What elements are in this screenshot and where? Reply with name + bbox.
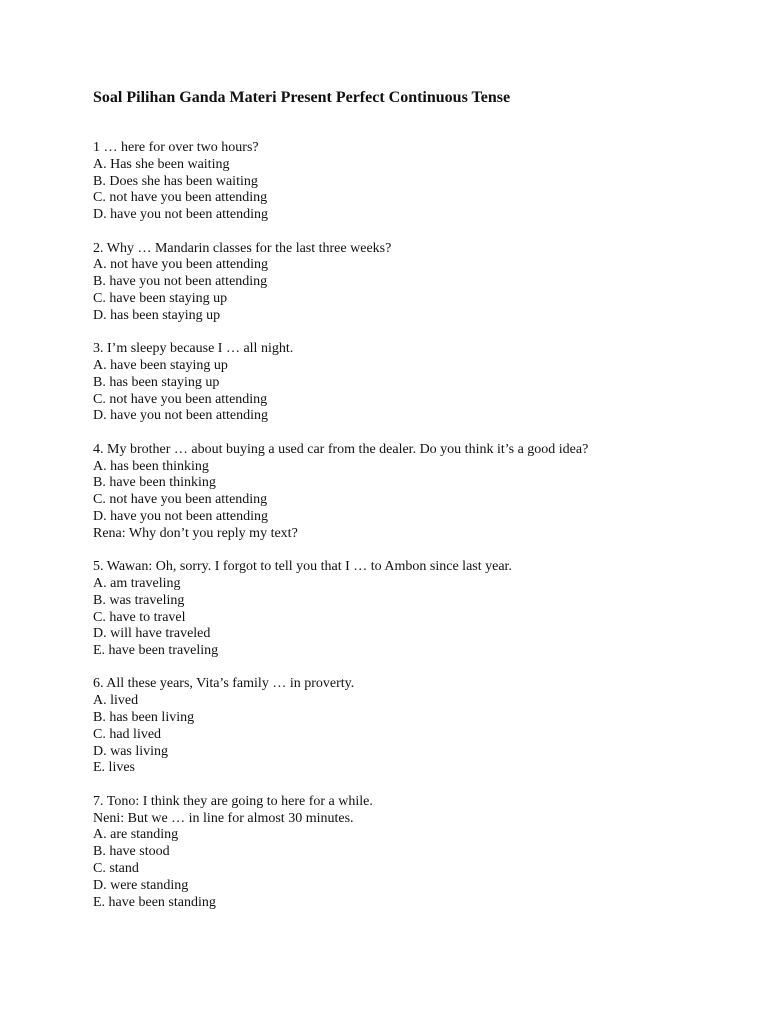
answer-option: A. are standing [93, 827, 179, 843]
question-2 [93, 241, 733, 325]
answer-option: B. was traveling [93, 592, 185, 608]
answer-option: D. will have traveled [93, 626, 211, 642]
answer-option: D. have you not been attending [93, 207, 268, 223]
answer-option: A. has been thinking [93, 458, 209, 474]
answer-option: D. were standing [93, 877, 189, 893]
answer-option: C. stand [93, 861, 139, 877]
answer-option: E. have been standing [93, 894, 216, 910]
question-text: 1 … here for over two hours? [93, 140, 259, 155]
question-4 [93, 442, 733, 543]
answer-option: C. had lived [93, 726, 162, 742]
answer-option: A. Has she been waiting [93, 156, 230, 172]
answer-option: B. have you not been attending [93, 274, 268, 290]
answer-option: E. lives [93, 760, 135, 776]
answer-option: C. have to travel [93, 609, 186, 625]
answer-option: A. am traveling [93, 575, 181, 591]
question-text: 3. I’m sleepy because I … all night. [93, 341, 294, 357]
question-text: 6. All these years, Vita’s family … in proverty. [93, 676, 355, 692]
question-1 [93, 140, 733, 224]
question-5 [93, 559, 733, 660]
question-7 [93, 794, 733, 912]
answer-option: C. not have you been attending [93, 190, 268, 206]
answer-option: A. lived [93, 693, 139, 709]
answer-option: B. have stood [93, 844, 170, 860]
answer-option: D. have you not been attending [93, 408, 268, 424]
question-3 [93, 341, 733, 425]
question-list [93, 140, 733, 928]
answer-option: D. have you not been attending [93, 508, 268, 524]
dialogue-line: Rena: Why don’t you reply my text? [93, 525, 298, 541]
answer-option: E. have been traveling [93, 643, 219, 659]
answer-option: C. have been staying up [93, 290, 228, 306]
answer-option: B. Does she has been waiting [93, 173, 258, 189]
answer-option: D. has been staying up [93, 307, 221, 323]
answer-option: A. not have you been attending [93, 257, 268, 273]
answer-option: B. has been living [93, 710, 195, 726]
question-text: 2. Why … Mandarin classes for the last three weeks? [93, 240, 392, 256]
answer-option: D. was living [93, 743, 169, 759]
answer-option: B. has been staying up [93, 374, 220, 390]
answer-option: A. have been staying up [93, 357, 228, 373]
answer-option: B. have been thinking [93, 475, 216, 491]
answer-option: C. not have you been attending [93, 391, 268, 407]
question-text: 7. Tono: I think they are going to here for a while. [93, 793, 373, 809]
dialogue-line: Neni: But we … in line for almost 30 minutes. [93, 810, 354, 826]
question-6 [93, 676, 733, 777]
answer-option: C. not have you been attending [93, 492, 268, 508]
question-text: 4. My brother … about buying a used car from the dealer. Do you think it’s a good idea? [93, 441, 589, 457]
question-text: 5. Wawan: Oh, sorry. I forgot to tell you that I … to Ambon since last year. [93, 559, 512, 575]
document-title: Soal Pilihan Ganda Materi Present Perfect Continuous Tense [93, 89, 511, 106]
